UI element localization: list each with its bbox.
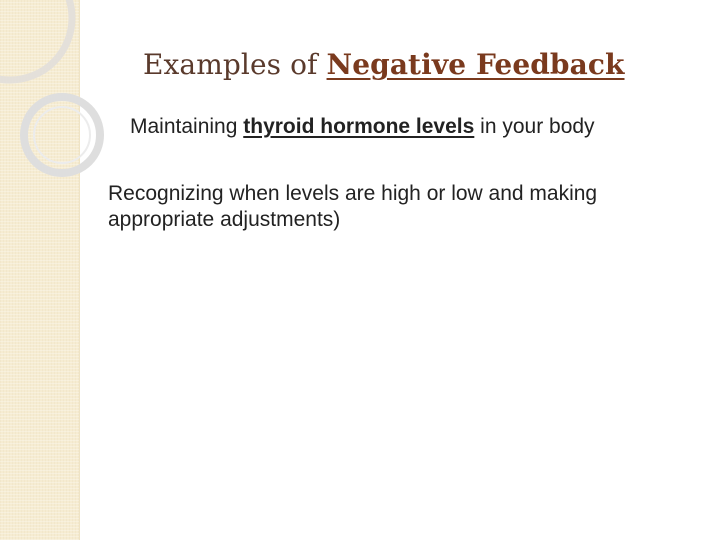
decorative-circles [0,0,110,230]
decorative-ring-inner [34,107,90,163]
decorative-ring [24,97,100,173]
title-prefix: Examples of [143,48,318,81]
slide-title [143,48,625,81]
bullet-1-before: Maintaining [130,115,238,138]
decorative-arc-large [0,0,72,80]
bullet-thyroid [130,115,595,139]
bullet-recognizing: Recognizing when levels are high or low and making appropriate adjustments) [108,182,598,231]
bullet-1-key-term: thyroid hormone levels [243,115,475,138]
title-emphasis: Negative Feedback [326,48,625,81]
bullet-1-after: in your body [480,115,595,138]
